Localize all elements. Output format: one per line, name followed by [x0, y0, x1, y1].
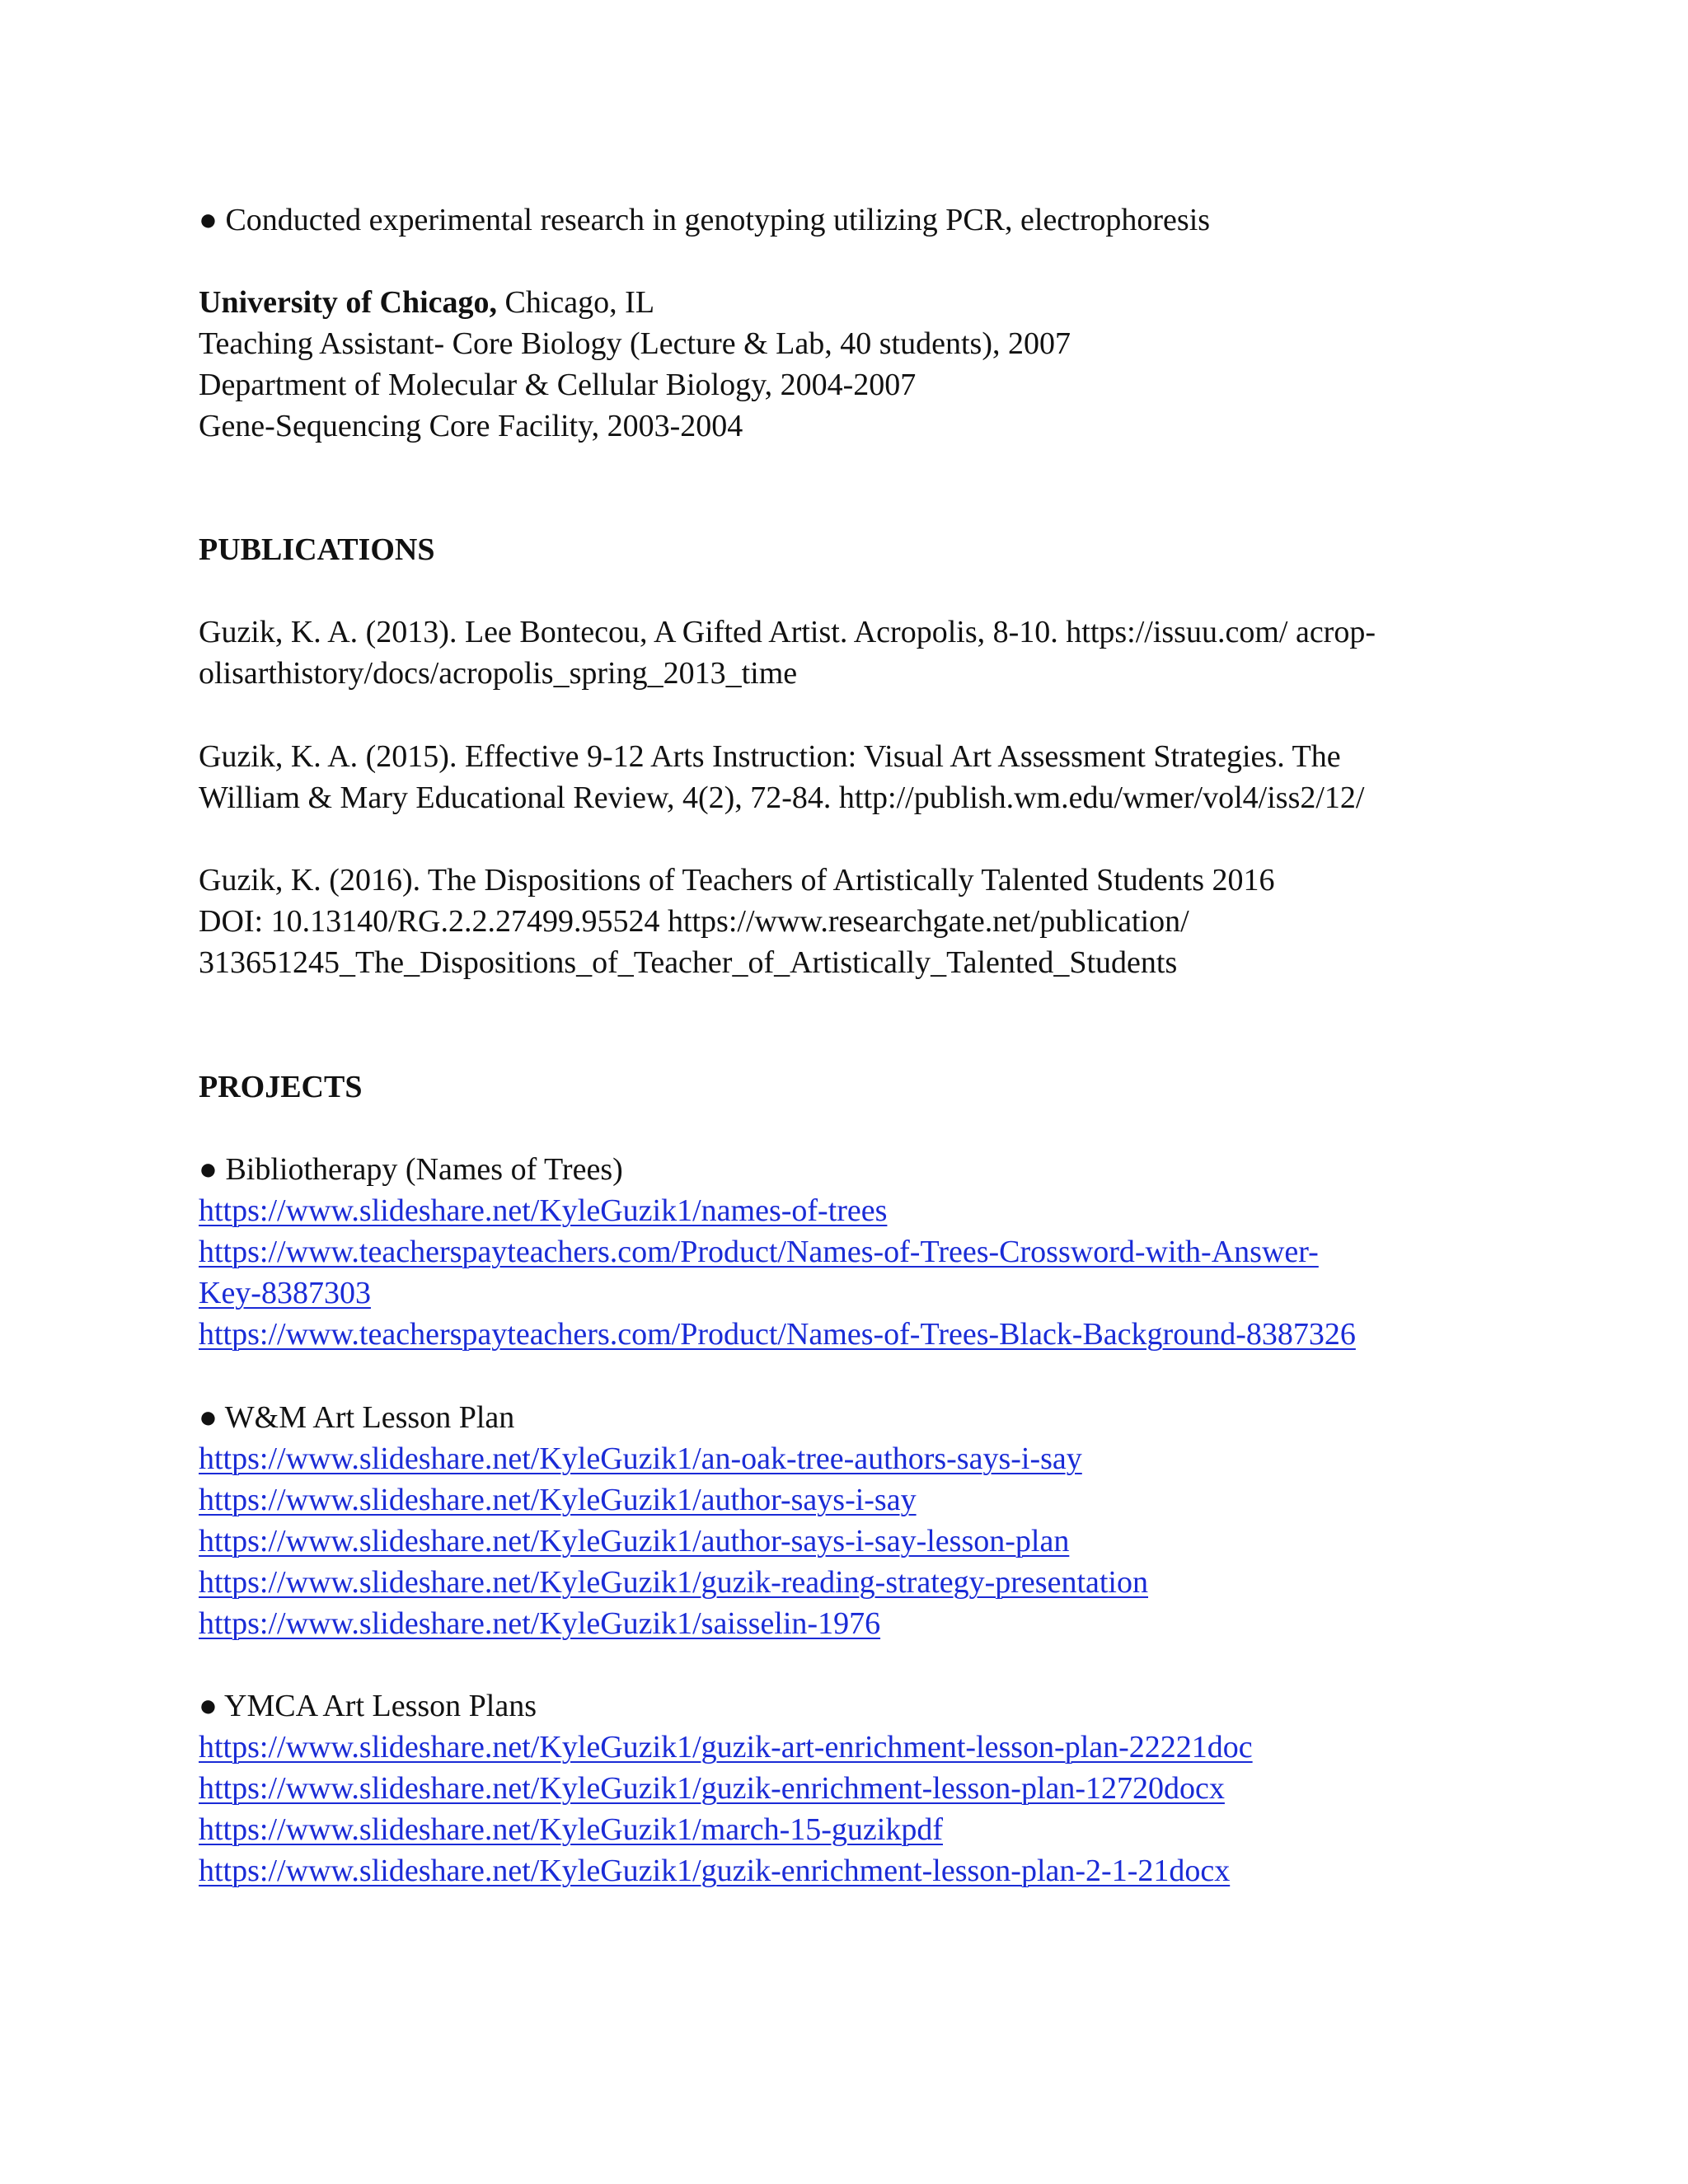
project-link[interactable]: https://www.slideshare.net/KyleGuzik1/an-oak-tree-authors-says-i-say: [199, 1441, 1082, 1476]
project-link[interactable]: https://www.slideshare.net/KyleGuzik1/guzik-enrichment-lesson-plan-2-1-21docx: [199, 1854, 1231, 1888]
project-link[interactable]: Key-8387303: [199, 1276, 371, 1310]
project-link[interactable]: https://www.slideshare.net/KyleGuzik1/guzik-art-enrichment-lesson-plan-22221doc: [199, 1730, 1253, 1765]
publications-heading: PUBLICATIONS: [199, 532, 435, 567]
project-link[interactable]: https://www.slideshare.net/KyleGuzik1/guzik-reading-strategy-presentation: [199, 1565, 1148, 1600]
project-link[interactable]: https://www.slideshare.net/KyleGuzik1/saisselin-1976: [199, 1606, 881, 1641]
project-link[interactable]: https://www.slideshare.net/KyleGuzik1/guzik-enrichment-lesson-plan-12720docx: [199, 1771, 1225, 1806]
project-link[interactable]: https://www.slideshare.net/KyleGuzik1/march-15-guzikpdf: [199, 1812, 943, 1847]
publication-entry-line: Guzik, K. (2016). The Dispositions of Teachers of Artistically Talented Students 2016: [199, 863, 1275, 898]
project-link[interactable]: https://www.slideshare.net/KyleGuzik1/author-says-i-say-lesson-plan: [199, 1524, 1070, 1558]
institution-name: University of Chicago,: [199, 285, 498, 320]
project-link[interactable]: https://www.teacherspayteachers.com/Product/Names-of-Trees-Crossword-with-Answer-: [199, 1235, 1319, 1269]
projects-heading: PROJECTS: [199, 1070, 363, 1104]
role-line: Gene-Sequencing Core Facility, 2003-2004: [199, 409, 743, 443]
project-link[interactable]: https://www.slideshare.net/KyleGuzik1/names-of-trees: [199, 1193, 888, 1228]
research-bullet: ● Conducted experimental research in genotyping utilizing PCR, electrophoresis: [199, 203, 1211, 237]
publication-entry-line: Guzik, K. A. (2013). Lee Bontecou, A Gifted Artist. Acropolis, 8-10. https://issuu.com/ acrop-: [199, 615, 1376, 649]
project-link[interactable]: https://www.slideshare.net/KyleGuzik1/author-says-i-say: [199, 1483, 917, 1517]
institution-line: [199, 282, 654, 323]
publication-entry-line: William & Mary Educational Review, 4(2), 72-84. http://publish.wm.edu/wmer/vol4/iss2/12/: [199, 780, 1365, 815]
publication-entry-line: Guzik, K. A. (2015). Effective 9-12 Arts Instruction: Visual Art Assessment Strategies. The: [199, 739, 1341, 774]
publication-entry-line: DOI: 10.13140/RG.2.2.27499.95524 https://www.researchgate.net/publication/: [199, 904, 1189, 939]
project-title: ● W&M Art Lesson Plan: [199, 1400, 515, 1435]
institution-location: Chicago, IL: [497, 285, 655, 320]
project-link[interactable]: https://www.teacherspayteachers.com/Product/Names-of-Trees-Black-Background-8387326: [199, 1317, 1356, 1352]
publication-entry-line: olisarthistory/docs/acropolis_spring_2013_time: [199, 656, 798, 691]
role-line: Department of Molecular & Cellular Biology, 2004-2007: [199, 368, 917, 402]
publication-entry-line: 313651245_The_Dispositions_of_Teacher_of_Artistically_Talented_Students: [199, 945, 1178, 980]
role-line: Teaching Assistant- Core Biology (Lecture & Lab, 40 students), 2007: [199, 326, 1071, 361]
project-title: ● YMCA Art Lesson Plans: [199, 1689, 537, 1723]
project-title: ● Bibliotherapy (Names of Trees): [199, 1152, 623, 1187]
